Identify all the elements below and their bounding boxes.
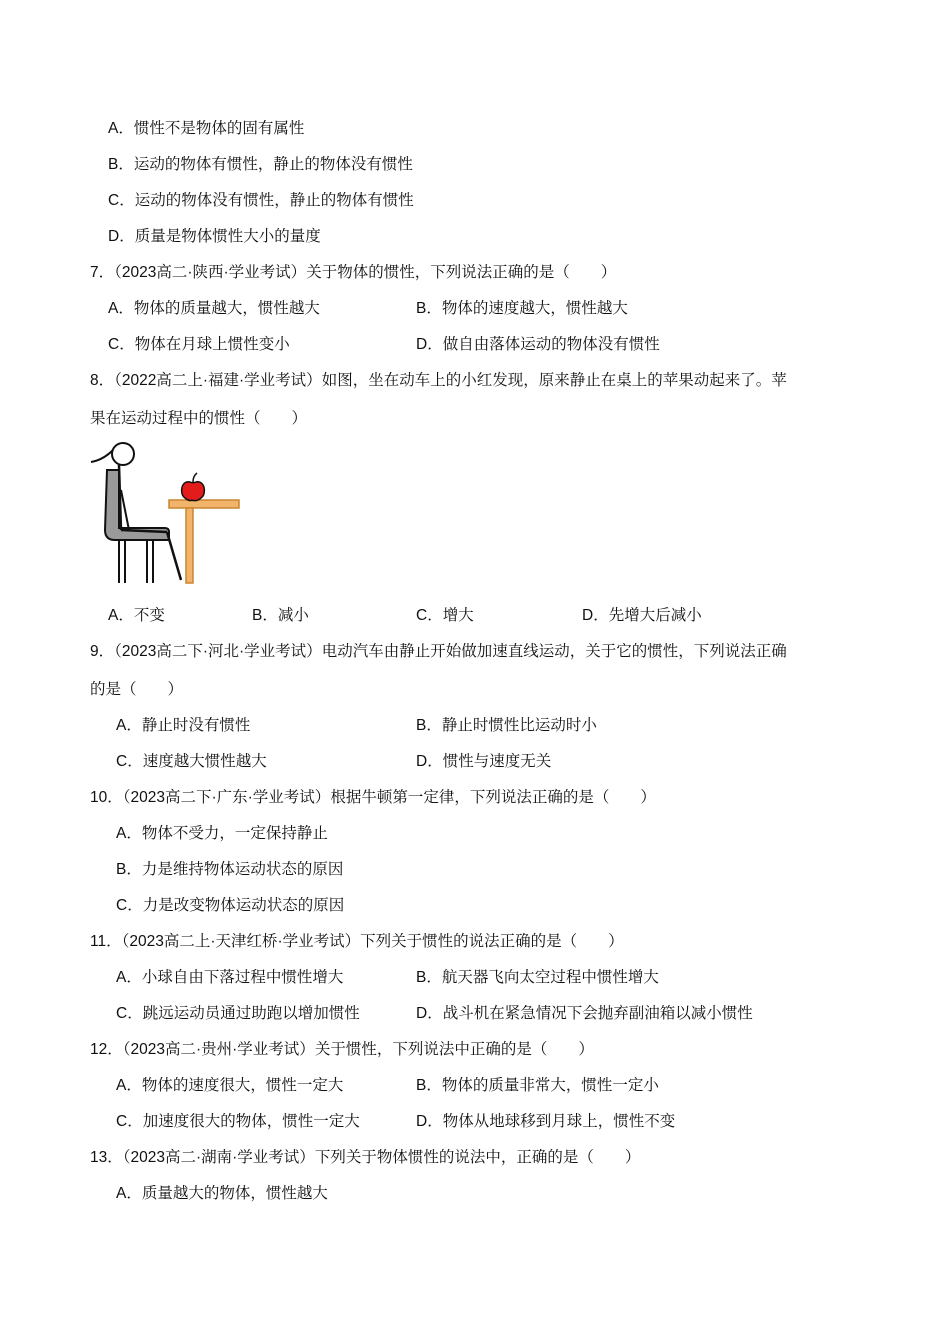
q9-stem: 9．（2023高二下·河北·学业考试）电动汽车由静止开始做加速直线运动，关于它的惯性，下列说法正确 (90, 642, 787, 660)
q8-option-a: A．不变 (108, 606, 165, 624)
table-icon (169, 500, 239, 508)
q8-stem-line2: 果在运动过程中的惯性（ ） (90, 409, 308, 427)
q13-option-a: A．质量越大的物体，惯性越大 (116, 1184, 328, 1202)
q6-option-c: C．运动的物体没有惯性，静止的物体有惯性 (108, 191, 414, 209)
q10-option-c: C．力是改变物体运动状态的原因 (116, 896, 345, 914)
q13-stem: 13．（2023高二·湖南·学业考试）下列关于物体惯性的说法中，正确的是（ ） (90, 1148, 641, 1166)
q12-option-d: D．物体从地球移到月球上，惯性不变 (416, 1112, 676, 1130)
q10-option-a: A．物体不受力，一定保持静止 (116, 824, 328, 842)
apple-icon (182, 473, 205, 501)
q12-option-a: A．物体的速度很大，惯性一定大 (116, 1076, 344, 1094)
q10-stem: 10．（2023高二下·广东·学业考试）根据牛顿第一定律，下列说法正确的是（ ） (90, 788, 656, 806)
q9-option-b: B．静止时惯性比运动时小 (416, 716, 597, 734)
q6-option-b: B．运动的物体有惯性，静止的物体没有惯性 (108, 155, 413, 173)
q9-stem-line2: 的是（ ） (90, 680, 184, 698)
q6-option-d: D．质量是物体惯性大小的量度 (108, 227, 321, 245)
q7-option-a: A．物体的质量越大，惯性越大 (108, 299, 320, 317)
person-head-icon (112, 443, 134, 465)
q10-option-b: B．力是维持物体运动状态的原因 (116, 860, 344, 878)
q8-option-b: B．减小 (252, 606, 309, 624)
q12-option-c: C．加速度很大的物体，惯性一定大 (116, 1112, 360, 1130)
q7-stem: 7．（2023高二·陕西·学业考试）关于物体的惯性，下列说法正确的是（ ） (90, 263, 617, 281)
q11-option-a: A．小球自由下落过程中惯性增大 (116, 968, 344, 986)
q11-stem: 11．（2023高二上·天津红桥·学业考试）下列关于惯性的说法正确的是（ ） (90, 932, 624, 950)
q9-option-a: A．静止时没有惯性 (116, 716, 251, 734)
q9-option-d: D．惯性与速度无关 (416, 752, 552, 770)
q8-option-d: D．先增大后减小 (582, 606, 702, 624)
q8-stem: 8．（2022高二上·福建·学业考试）如图，坐在动车上的小红发现，原来静止在桌上的苹果动起来了。苹 (90, 371, 787, 389)
q8-figure (85, 440, 245, 588)
q11-option-d: D．战斗机在紧急情况下会抛弃副油箱以减小惯性 (416, 1004, 753, 1022)
q12-stem: 12．（2023高二·贵州·学业考试）关于惯性，下列说法中正确的是（ ） (90, 1040, 594, 1058)
q6-option-a: A．惯性不是物体的固有属性 (108, 119, 305, 137)
q11-option-b: B．航天器飞向太空过程中惯性增大 (416, 968, 659, 986)
q8-option-c: C．增大 (416, 606, 474, 624)
q7-option-d: D．做自由落体运动的物体没有惯性 (416, 335, 660, 353)
q7-option-b: B．物体的速度越大，惯性越大 (416, 299, 628, 317)
q9-option-c: C．速度越大惯性越大 (116, 752, 267, 770)
q11-option-c: C．跳远运动员通过助跑以增加惯性 (116, 1004, 360, 1022)
q12-option-b: B．物体的质量非常大，惯性一定小 (416, 1076, 659, 1094)
q7-option-c: C．物体在月球上惯性变小 (108, 335, 290, 353)
